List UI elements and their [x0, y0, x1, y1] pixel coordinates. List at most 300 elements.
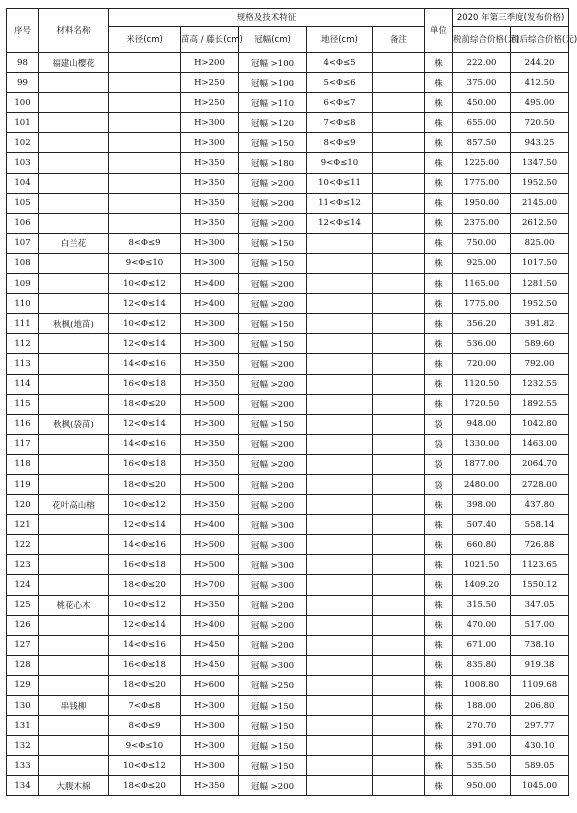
cell-height: H>200 — [181, 53, 239, 73]
cell-note — [373, 535, 425, 555]
cell-note — [373, 736, 425, 756]
cell-ground — [307, 394, 373, 414]
cell-height: H>600 — [181, 675, 239, 695]
cell-diameter: 18<Φ≤20 — [109, 675, 181, 695]
cell-crown: 冠幅 >100 — [239, 73, 307, 93]
cell-ground — [307, 294, 373, 314]
header-no: 序号 — [7, 9, 39, 53]
cell-height: H>350 — [181, 374, 239, 394]
cell-crown: 冠幅 >200 — [239, 595, 307, 615]
cell-no: 131 — [7, 716, 39, 736]
cell-ground — [307, 233, 373, 253]
cell-no: 101 — [7, 113, 39, 133]
table-row — [7, 73, 569, 93]
cell-diameter — [109, 113, 181, 133]
cell-crown: 冠幅 >200 — [239, 454, 307, 474]
cell-no: 123 — [7, 555, 39, 575]
cell-unit: 株 — [425, 555, 453, 575]
cell-pre-tax: 1775.00 — [453, 173, 511, 193]
table-row — [7, 153, 569, 173]
cell-pre-tax: 1165.00 — [453, 274, 511, 294]
price-table-page — [6, 8, 577, 796]
cell-name: 白兰花 — [39, 233, 109, 253]
cell-note — [373, 213, 425, 233]
cell-ground — [307, 434, 373, 454]
cell-diameter: 12<Φ≤14 — [109, 615, 181, 635]
cell-unit: 株 — [425, 696, 453, 716]
cell-post-tax: 1550.12 — [511, 575, 569, 595]
cell-no: 128 — [7, 655, 39, 675]
cell-name — [39, 434, 109, 454]
cell-ground — [307, 274, 373, 294]
table-row — [7, 736, 569, 756]
cell-unit: 株 — [425, 274, 453, 294]
header-price-group: 2020 年第三季度(发布价格) — [453, 9, 569, 27]
cell-name: 秋枫(地苗) — [39, 314, 109, 334]
cell-height: H>450 — [181, 655, 239, 675]
cell-ground — [307, 253, 373, 273]
table-row — [7, 495, 569, 515]
cell-no: 133 — [7, 756, 39, 776]
cell-crown: 冠幅 >200 — [239, 274, 307, 294]
cell-name: 桃花心木 — [39, 595, 109, 615]
table-row — [7, 776, 569, 796]
cell-note — [373, 93, 425, 113]
cell-ground — [307, 374, 373, 394]
cell-ground — [307, 555, 373, 575]
cell-note — [373, 595, 425, 615]
cell-ground — [307, 595, 373, 615]
cell-no: 120 — [7, 495, 39, 515]
cell-unit: 株 — [425, 213, 453, 233]
cell-no: 107 — [7, 233, 39, 253]
cell-unit: 株 — [425, 756, 453, 776]
cell-pre-tax: 1225.00 — [453, 153, 511, 173]
cell-height: H>350 — [181, 213, 239, 233]
cell-note — [373, 675, 425, 695]
table-row — [7, 233, 569, 253]
cell-height: H>350 — [181, 776, 239, 796]
cell-diameter: 14<Φ≤16 — [109, 354, 181, 374]
cell-unit: 株 — [425, 334, 453, 354]
cell-name: 串钱柳 — [39, 696, 109, 716]
cell-crown: 冠幅 >100 — [239, 53, 307, 73]
cell-diameter: 10<Φ≤12 — [109, 274, 181, 294]
table-row — [7, 474, 569, 494]
cell-diameter: 12<Φ≤14 — [109, 294, 181, 314]
cell-pre-tax: 470.00 — [453, 615, 511, 635]
cell-name — [39, 73, 109, 93]
cell-name — [39, 635, 109, 655]
cell-height: H>350 — [181, 193, 239, 213]
cell-unit: 袋 — [425, 474, 453, 494]
cell-post-tax: 206.80 — [511, 696, 569, 716]
cell-height: H>300 — [181, 113, 239, 133]
cell-note — [373, 334, 425, 354]
cell-no: 118 — [7, 454, 39, 474]
cell-height: H>450 — [181, 635, 239, 655]
table-header — [7, 9, 577, 53]
cell-note — [373, 756, 425, 776]
cell-pre-tax: 1008.80 — [453, 675, 511, 695]
cell-note — [373, 615, 425, 635]
header-diameter: 米径(cm) — [109, 27, 181, 53]
table-row — [7, 274, 569, 294]
cell-name — [39, 575, 109, 595]
cell-note — [373, 555, 425, 575]
cell-note — [373, 294, 425, 314]
cell-diameter: 10<Φ≤12 — [109, 595, 181, 615]
cell-post-tax: 1017.50 — [511, 253, 569, 273]
cell-unit: 株 — [425, 73, 453, 93]
cell-diameter: 8<Φ≤9 — [109, 716, 181, 736]
table-row — [7, 53, 569, 73]
cell-pre-tax: 2375.00 — [453, 213, 511, 233]
cell-diameter — [109, 153, 181, 173]
cell-height: H>350 — [181, 495, 239, 515]
cell-crown: 冠幅 >150 — [239, 314, 307, 334]
cell-note — [373, 414, 425, 434]
cell-diameter — [109, 53, 181, 73]
cell-name — [39, 675, 109, 695]
cell-diameter: 7<Φ≤8 — [109, 696, 181, 716]
cell-height: H>300 — [181, 716, 239, 736]
cell-name — [39, 515, 109, 535]
cell-post-tax: 437.80 — [511, 495, 569, 515]
cell-unit: 株 — [425, 535, 453, 555]
cell-post-tax: 2728.00 — [511, 474, 569, 494]
cell-pre-tax: 835.80 — [453, 655, 511, 675]
cell-unit: 株 — [425, 173, 453, 193]
cell-post-tax: 1952.50 — [511, 173, 569, 193]
cell-name — [39, 736, 109, 756]
cell-note — [373, 394, 425, 414]
cell-diameter — [109, 193, 181, 213]
cell-pre-tax: 671.00 — [453, 635, 511, 655]
cell-height: H>300 — [181, 756, 239, 776]
cell-ground: 10<Φ≤11 — [307, 173, 373, 193]
cell-unit: 株 — [425, 394, 453, 414]
table-row — [7, 253, 569, 273]
cell-crown: 冠幅 >200 — [239, 173, 307, 193]
cell-height: H>300 — [181, 334, 239, 354]
cell-unit: 株 — [425, 495, 453, 515]
cell-diameter: 12<Φ≤14 — [109, 515, 181, 535]
cell-name — [39, 294, 109, 314]
cell-height: H>300 — [181, 696, 239, 716]
cell-name — [39, 274, 109, 294]
cell-post-tax: 589.05 — [511, 756, 569, 776]
cell-crown: 冠幅 >180 — [239, 153, 307, 173]
cell-unit: 株 — [425, 615, 453, 635]
table-row — [7, 575, 569, 595]
cell-no: 111 — [7, 314, 39, 334]
cell-note — [373, 73, 425, 93]
cell-ground — [307, 454, 373, 474]
cell-no: 126 — [7, 615, 39, 635]
cell-name — [39, 93, 109, 113]
cell-ground — [307, 515, 373, 535]
cell-note — [373, 274, 425, 294]
cell-note — [373, 253, 425, 273]
cell-ground — [307, 354, 373, 374]
cell-pre-tax: 536.00 — [453, 334, 511, 354]
table-row — [7, 354, 569, 374]
cell-pre-tax: 948.00 — [453, 414, 511, 434]
cell-height: H>500 — [181, 555, 239, 575]
cell-crown: 冠幅 >300 — [239, 535, 307, 555]
table-row — [7, 374, 569, 394]
cell-diameter: 16<Φ≤18 — [109, 655, 181, 675]
cell-post-tax: 1232.55 — [511, 374, 569, 394]
header-name: 材料名称 — [39, 9, 109, 53]
cell-note — [373, 53, 425, 73]
cell-post-tax: 589.60 — [511, 334, 569, 354]
table-row — [7, 113, 569, 133]
cell-post-tax: 1281.50 — [511, 274, 569, 294]
cell-name — [39, 153, 109, 173]
cell-no: 130 — [7, 696, 39, 716]
cell-ground: 5<Φ≤6 — [307, 73, 373, 93]
cell-unit: 株 — [425, 635, 453, 655]
cell-no: 127 — [7, 635, 39, 655]
cell-unit: 株 — [425, 53, 453, 73]
cell-no: 100 — [7, 93, 39, 113]
cell-pre-tax: 270.70 — [453, 716, 511, 736]
cell-ground — [307, 716, 373, 736]
header-pre-tax: 税前综合价格(元) — [453, 27, 511, 53]
cell-post-tax: 297.77 — [511, 716, 569, 736]
cell-diameter: 18<Φ≤20 — [109, 474, 181, 494]
cell-unit: 袋 — [425, 434, 453, 454]
cell-height: H>350 — [181, 454, 239, 474]
table-row — [7, 454, 569, 474]
cell-name — [39, 454, 109, 474]
cell-post-tax: 412.50 — [511, 73, 569, 93]
cell-post-tax: 943.25 — [511, 133, 569, 153]
cell-post-tax: 1463.00 — [511, 434, 569, 454]
cell-name — [39, 133, 109, 153]
cell-pre-tax: 315.50 — [453, 595, 511, 615]
cell-ground — [307, 535, 373, 555]
cell-note — [373, 776, 425, 796]
cell-note — [373, 655, 425, 675]
cell-unit: 株 — [425, 133, 453, 153]
cell-pre-tax: 2480.00 — [453, 474, 511, 494]
cell-pre-tax: 188.00 — [453, 696, 511, 716]
cell-ground — [307, 655, 373, 675]
cell-no: 104 — [7, 173, 39, 193]
cell-pre-tax: 398.00 — [453, 495, 511, 515]
cell-diameter: 14<Φ≤16 — [109, 635, 181, 655]
cell-ground — [307, 474, 373, 494]
cell-height: H>700 — [181, 575, 239, 595]
cell-crown: 冠幅 >200 — [239, 193, 307, 213]
cell-crown: 冠幅 >200 — [239, 776, 307, 796]
cell-note — [373, 233, 425, 253]
cell-note — [373, 173, 425, 193]
cell-diameter: 14<Φ≤16 — [109, 535, 181, 555]
cell-crown: 冠幅 >150 — [239, 736, 307, 756]
cell-no: 105 — [7, 193, 39, 213]
cell-name — [39, 756, 109, 776]
cell-post-tax: 2145.00 — [511, 193, 569, 213]
cell-ground — [307, 776, 373, 796]
header-post-tax: 税后综合价格(元) — [511, 27, 569, 53]
cell-ground: 12<Φ≤14 — [307, 213, 373, 233]
cell-note — [373, 454, 425, 474]
cell-post-tax: 1892.55 — [511, 394, 569, 414]
cell-name: 福建山樱花 — [39, 53, 109, 73]
cell-ground — [307, 756, 373, 776]
cell-ground — [307, 575, 373, 595]
header-crown: 冠幅(cm) — [239, 27, 307, 53]
cell-crown: 冠幅 >200 — [239, 374, 307, 394]
cell-diameter: 16<Φ≤18 — [109, 374, 181, 394]
cell-ground — [307, 414, 373, 434]
header-ground: 地径(cm) — [307, 27, 373, 53]
cell-no: 116 — [7, 414, 39, 434]
table-row — [7, 675, 569, 695]
cell-note — [373, 515, 425, 535]
cell-height: H>400 — [181, 515, 239, 535]
cell-unit: 袋 — [425, 414, 453, 434]
table-row — [7, 756, 569, 776]
seedling-price-table — [6, 8, 577, 796]
cell-crown: 冠幅 >300 — [239, 555, 307, 575]
cell-post-tax: 391.82 — [511, 314, 569, 334]
cell-no: 109 — [7, 274, 39, 294]
cell-unit: 株 — [425, 354, 453, 374]
table-row — [7, 716, 569, 736]
table-row — [7, 515, 569, 535]
table-row — [7, 655, 569, 675]
cell-height: H>400 — [181, 294, 239, 314]
table-row — [7, 555, 569, 575]
table-row — [7, 193, 569, 213]
cell-crown: 冠幅 >200 — [239, 635, 307, 655]
cell-post-tax: 1952.50 — [511, 294, 569, 314]
table-row — [7, 294, 569, 314]
cell-post-tax: 738.10 — [511, 635, 569, 655]
cell-post-tax: 347.05 — [511, 595, 569, 615]
cell-no: 112 — [7, 334, 39, 354]
cell-pre-tax: 1877.00 — [453, 454, 511, 474]
cell-pre-tax: 1775.00 — [453, 294, 511, 314]
cell-ground — [307, 314, 373, 334]
table-row — [7, 696, 569, 716]
cell-no: 117 — [7, 434, 39, 454]
table-row — [7, 414, 569, 434]
cell-no: 113 — [7, 354, 39, 374]
cell-pre-tax: 720.00 — [453, 354, 511, 374]
cell-name: 花叶高山榕 — [39, 495, 109, 515]
cell-name — [39, 394, 109, 414]
cell-ground: 4<Φ≤5 — [307, 53, 373, 73]
cell-no: 129 — [7, 675, 39, 695]
cell-name — [39, 173, 109, 193]
cell-unit: 株 — [425, 253, 453, 273]
cell-height: H>300 — [181, 736, 239, 756]
cell-post-tax: 1045.00 — [511, 776, 569, 796]
cell-pre-tax: 660.80 — [453, 535, 511, 555]
cell-diameter — [109, 93, 181, 113]
cell-unit: 株 — [425, 193, 453, 213]
cell-name — [39, 474, 109, 494]
cell-unit: 株 — [425, 515, 453, 535]
cell-note — [373, 314, 425, 334]
cell-unit: 株 — [425, 655, 453, 675]
cell-note — [373, 113, 425, 133]
cell-pre-tax: 391.00 — [453, 736, 511, 756]
cell-diameter — [109, 213, 181, 233]
cell-ground: 7<Φ≤8 — [307, 113, 373, 133]
cell-diameter: 10<Φ≤12 — [109, 756, 181, 776]
cell-crown: 冠幅 >200 — [239, 394, 307, 414]
cell-ground: 8<Φ≤9 — [307, 133, 373, 153]
cell-height: H>350 — [181, 354, 239, 374]
cell-unit: 株 — [425, 233, 453, 253]
cell-note — [373, 495, 425, 515]
cell-diameter: 18<Φ≤20 — [109, 394, 181, 414]
table-row — [7, 394, 569, 414]
cell-name — [39, 374, 109, 394]
cell-post-tax: 2064.70 — [511, 454, 569, 474]
cell-pre-tax: 925.00 — [453, 253, 511, 273]
cell-height: H>250 — [181, 93, 239, 113]
cell-crown: 冠幅 >110 — [239, 93, 307, 113]
cell-post-tax: 430.10 — [511, 736, 569, 756]
cell-unit: 株 — [425, 716, 453, 736]
cell-unit: 株 — [425, 575, 453, 595]
cell-height: H>400 — [181, 274, 239, 294]
cell-ground: 11<Φ≤12 — [307, 193, 373, 213]
header-spec-group: 规格及技术特征 — [109, 9, 425, 27]
cell-ground — [307, 334, 373, 354]
cell-note — [373, 434, 425, 454]
table-row — [7, 635, 569, 655]
cell-post-tax: 726.88 — [511, 535, 569, 555]
cell-no: 103 — [7, 153, 39, 173]
cell-crown: 冠幅 >200 — [239, 294, 307, 314]
cell-no: 134 — [7, 776, 39, 796]
cell-crown: 冠幅 >150 — [239, 334, 307, 354]
cell-post-tax: 517.00 — [511, 615, 569, 635]
cell-diameter: 9<Φ≤10 — [109, 253, 181, 273]
cell-post-tax: 1123.65 — [511, 555, 569, 575]
cell-no: 99 — [7, 73, 39, 93]
table-row — [7, 314, 569, 334]
cell-ground — [307, 736, 373, 756]
cell-no: 121 — [7, 515, 39, 535]
cell-no: 125 — [7, 595, 39, 615]
cell-name — [39, 555, 109, 575]
cell-no: 110 — [7, 294, 39, 314]
cell-name — [39, 253, 109, 273]
cell-pre-tax: 1330.00 — [453, 434, 511, 454]
cell-pre-tax: 507.40 — [453, 515, 511, 535]
cell-crown: 冠幅 >200 — [239, 434, 307, 454]
cell-unit: 株 — [425, 113, 453, 133]
cell-name — [39, 716, 109, 736]
cell-note — [373, 374, 425, 394]
cell-unit: 袋 — [425, 454, 453, 474]
cell-pre-tax: 1950.00 — [453, 193, 511, 213]
cell-crown: 冠幅 >150 — [239, 253, 307, 273]
cell-height: H>350 — [181, 153, 239, 173]
cell-crown: 冠幅 >150 — [239, 696, 307, 716]
cell-unit: 株 — [425, 314, 453, 334]
